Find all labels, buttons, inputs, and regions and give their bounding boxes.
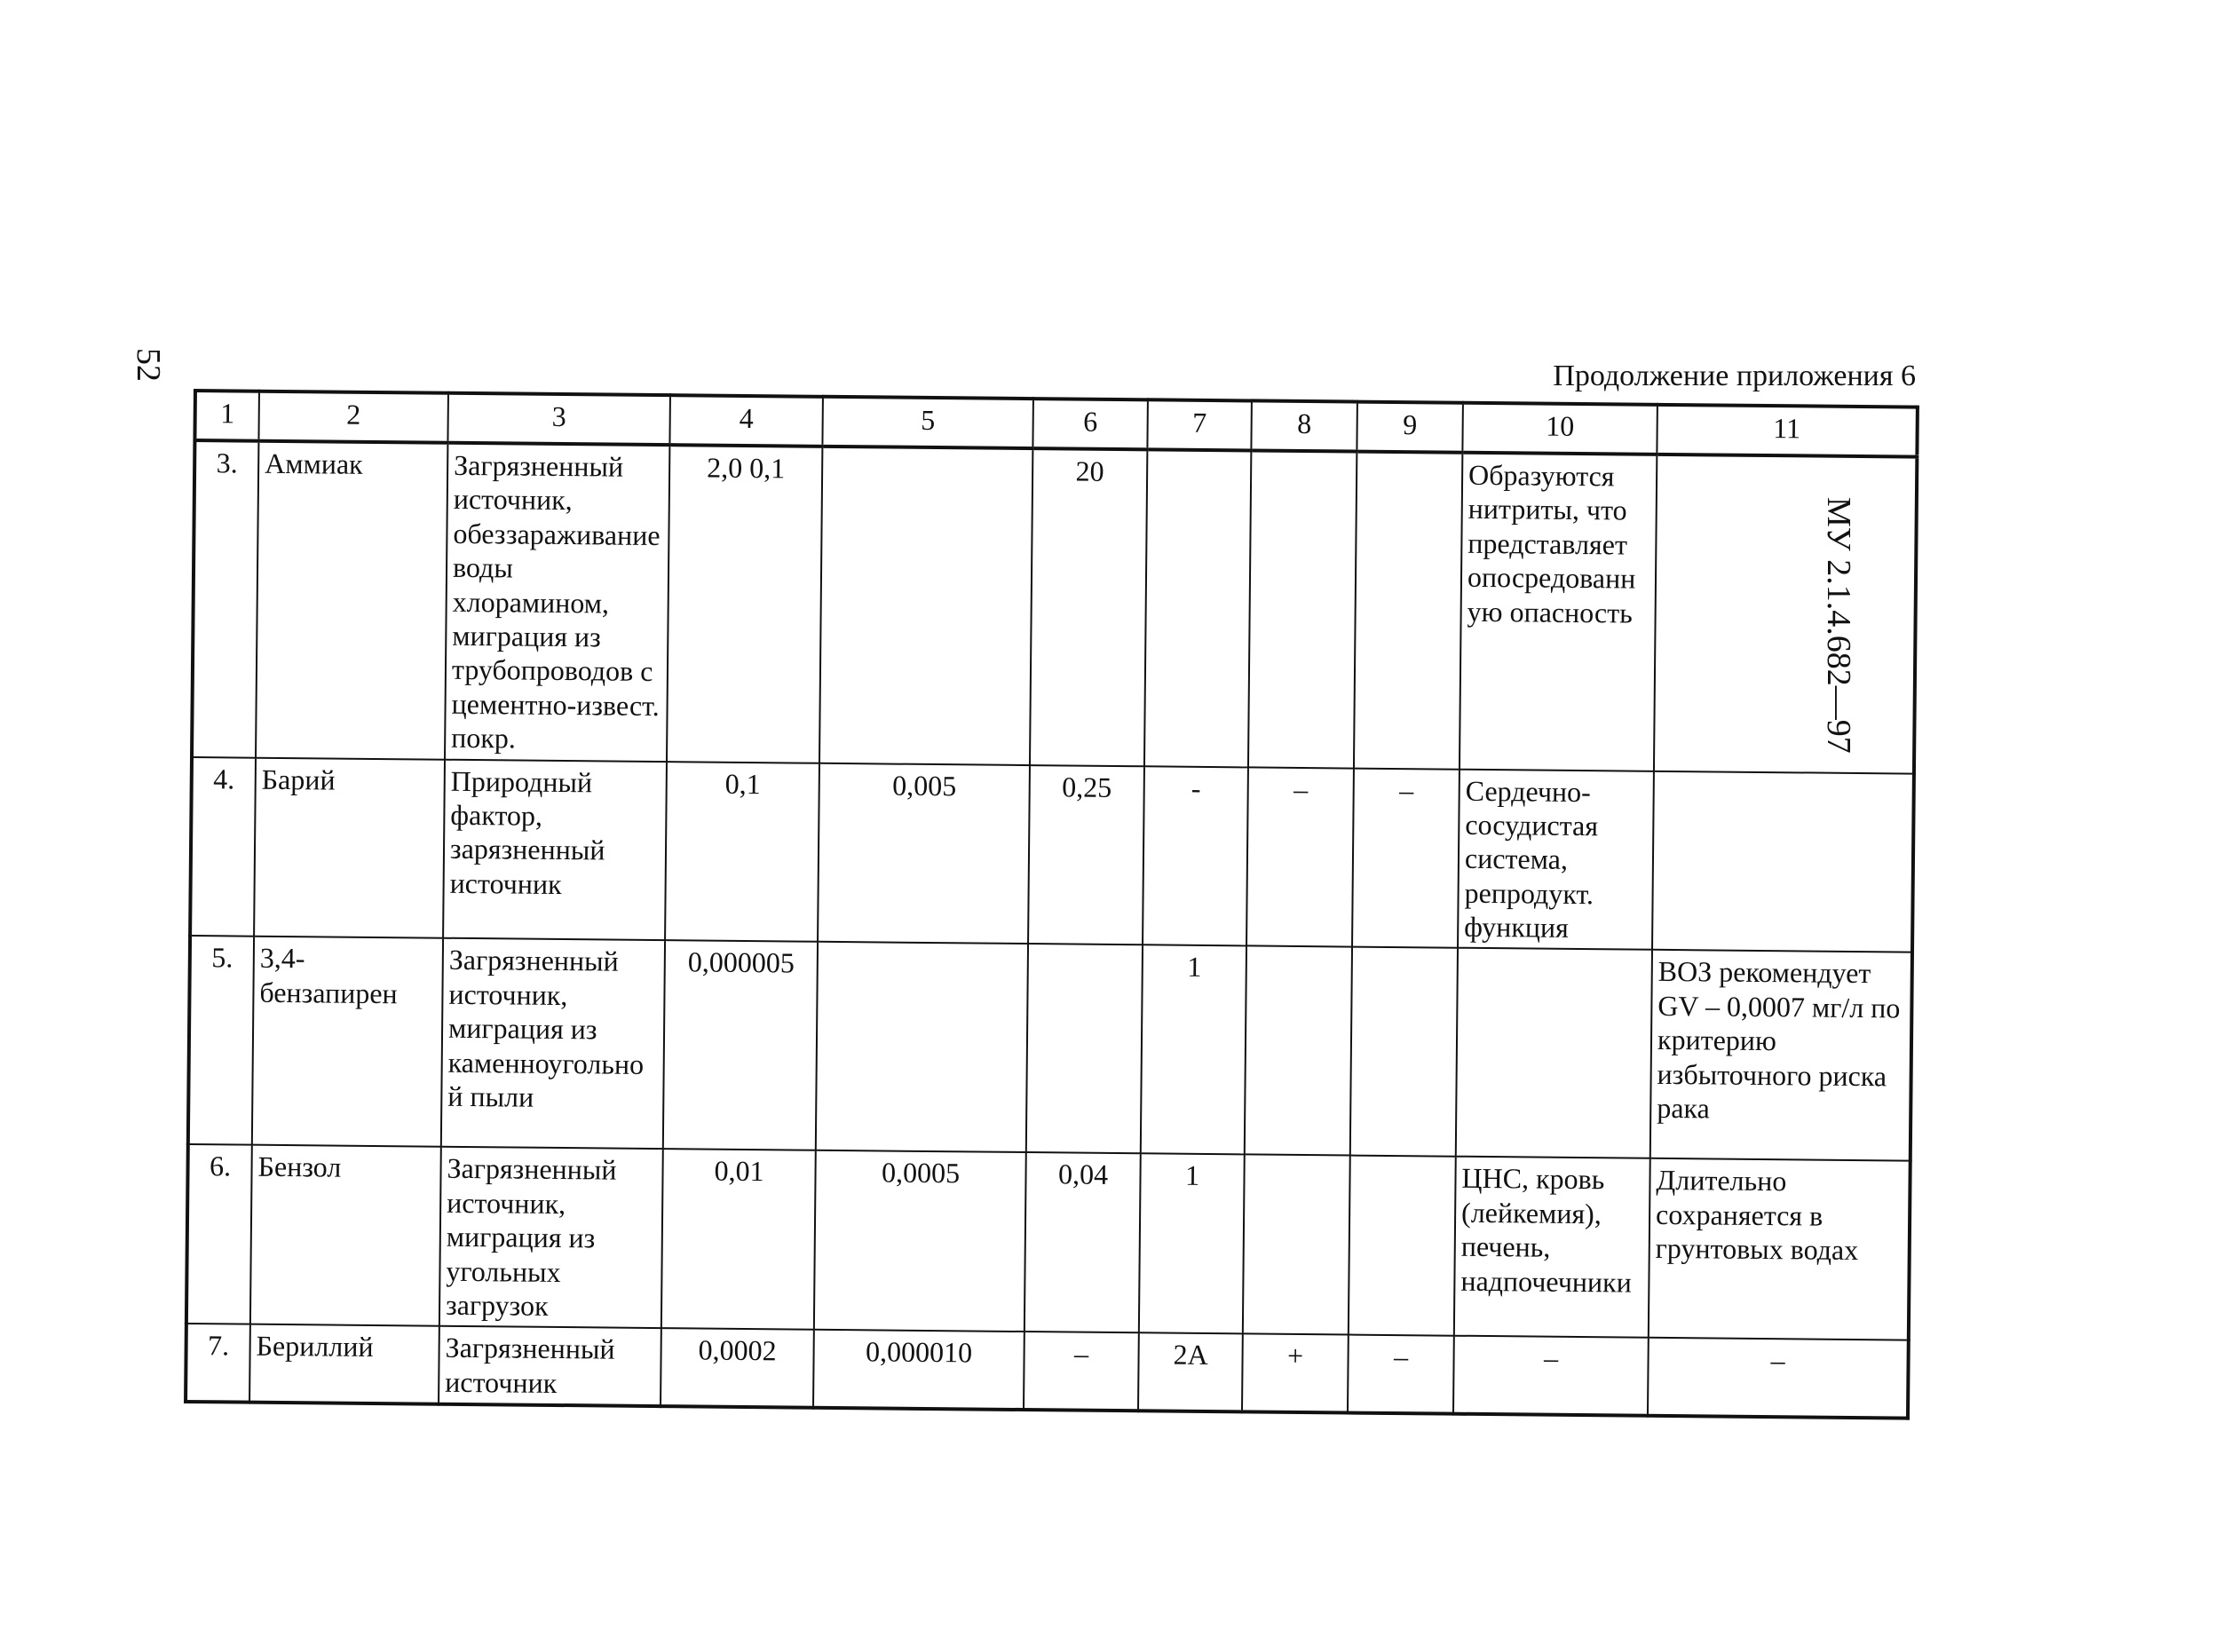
table-cell: – <box>1246 767 1354 947</box>
table-cell: Аммиак <box>256 441 447 760</box>
table-cell: 5. <box>188 936 254 1145</box>
table-cell: 6. <box>186 1144 252 1324</box>
table-cell: Бензол <box>250 1145 441 1326</box>
table-cell: 2А <box>1138 1333 1243 1412</box>
table-row <box>188 936 1912 1161</box>
table-cell: 0,000010 <box>813 1330 1024 1410</box>
table-cell: 0,000005 <box>663 941 818 1151</box>
table-cell: ЦНС, кровь (лейкемия), печень, надпочечники <box>1454 1157 1650 1338</box>
column-header: 3 <box>447 393 670 445</box>
table-cell: Загрязненный источник, миграция из угольных загрузок <box>439 1147 663 1328</box>
table-cell: 0,04 <box>1024 1153 1141 1333</box>
table-cell <box>1026 945 1143 1154</box>
table-cell <box>1652 771 1914 952</box>
table-cell: + <box>1242 1334 1349 1413</box>
table-cell: Длительно сохраняется в грунтовых водах <box>1649 1158 1911 1340</box>
table-cell: 3,4-бензапирен <box>252 937 443 1147</box>
table-cell: 1 <box>1139 1154 1245 1334</box>
table-cell: 0,1 <box>665 762 819 943</box>
table-cell <box>1243 1155 1350 1335</box>
column-header: 1 <box>194 391 259 441</box>
column-header: 5 <box>822 397 1033 448</box>
table-cell <box>1349 1156 1456 1336</box>
table-cell <box>1248 450 1357 768</box>
table-cell: – <box>1352 768 1460 948</box>
column-header: 11 <box>1657 405 1918 457</box>
table-cell: 0,25 <box>1028 765 1144 945</box>
page-number: 52 <box>130 348 167 382</box>
table-cell: – <box>1348 1335 1454 1414</box>
table-cell: Сердечно-сосудистая система, репродукт. функция <box>1458 769 1654 950</box>
table-cell: 0,01 <box>661 1150 816 1331</box>
column-header: 8 <box>1251 400 1357 451</box>
column-header: 4 <box>669 395 823 447</box>
table-cell <box>1456 948 1652 1158</box>
table-cell: Загрязненный источник, обеззараживание воды хлорамином, миграция из трубопроводов с цементно-извест. покр. <box>445 443 669 762</box>
table-cell: 7. <box>186 1324 250 1402</box>
table-cell: 1 <box>1141 945 1246 1155</box>
document-code: МУ 2.1.4.682—97 <box>1820 497 1857 754</box>
table-cell: 0,0002 <box>661 1329 814 1408</box>
table-cell: Загрязненный источник <box>439 1326 661 1406</box>
column-header: 10 <box>1462 403 1657 454</box>
table-cell: 3. <box>192 440 258 757</box>
table-cell <box>819 447 1032 765</box>
table-cell: Загрязненный источник, миграция из каменноугольной пыли <box>441 938 665 1149</box>
table-cell: 4. <box>190 757 256 937</box>
table-cell <box>1245 946 1352 1156</box>
appendix-table <box>184 389 1919 1420</box>
table-cell: – <box>1648 1338 1909 1419</box>
table-cell: – <box>1453 1336 1649 1416</box>
table-cell <box>816 942 1028 1152</box>
table-cell: Бериллий <box>249 1324 439 1404</box>
table-cell <box>1354 452 1462 770</box>
table-cell: 20 <box>1030 448 1147 766</box>
column-header: 9 <box>1357 402 1463 453</box>
table-cell <box>1654 454 1917 773</box>
table-cell: 2,0 0,1 <box>667 445 822 763</box>
table-row <box>190 757 1914 953</box>
table-cell <box>1350 947 1458 1157</box>
table-row <box>186 1144 1911 1340</box>
table-cell: 0,005 <box>818 763 1030 944</box>
table-cell: – <box>1024 1332 1139 1411</box>
column-header: 7 <box>1147 399 1252 450</box>
table-row <box>186 1324 1909 1418</box>
table-cell: Природный фактор, зарязненный источник <box>443 759 667 940</box>
table-cell <box>1144 449 1251 767</box>
table-cell: Барий <box>254 757 445 938</box>
table-cell: ВОЗ рекомендует GV – 0,0007 мг/л по критерию избыточного риска рака <box>1650 950 1912 1161</box>
table-row <box>192 440 1917 773</box>
appendix-table-wrapper <box>184 389 1916 1420</box>
table-cell: - <box>1143 766 1248 946</box>
table-cell: 0,0005 <box>814 1150 1026 1332</box>
table-cell: Образуются нитриты, что представляет опосредованную опасность <box>1460 453 1657 771</box>
continuation-heading: Продолжение приложения 6 <box>1553 360 1916 392</box>
column-header: 6 <box>1032 399 1148 449</box>
column-header: 2 <box>258 391 448 443</box>
